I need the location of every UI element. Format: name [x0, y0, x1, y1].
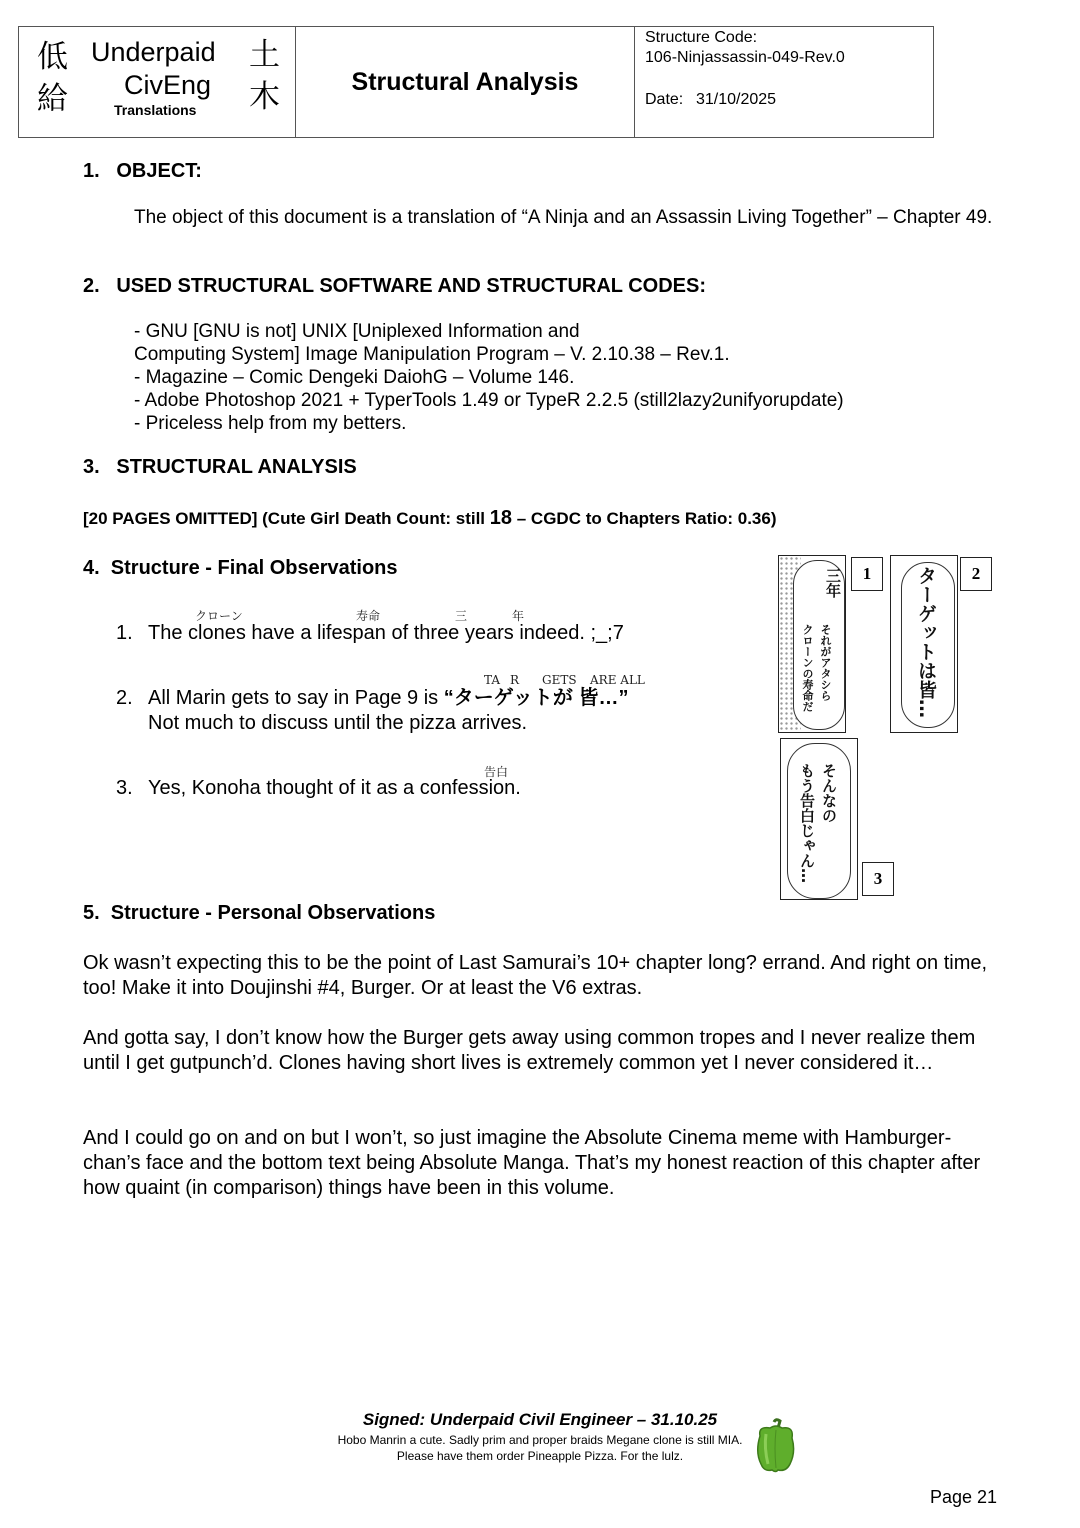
ruby-ta: TA [484, 673, 501, 687]
software-line: - Adobe Photoshop 2021 + TyperTools 1.49 or TypeR 2.2.5 (still2lazy2unifyorupdate) [134, 390, 844, 411]
personal-paragraph-2: And gotta say, I don’t know how the Burger gets away using common tropes and I never realize them until I get gutpunch’d. Clones having short lives is extremely common yet I never considered it… [83, 1027, 976, 1074]
observation-1-number: 1. [116, 622, 133, 644]
manga-panel-2 [890, 555, 958, 733]
ruby-three: 三 [455, 609, 468, 623]
observation-2-text [148, 686, 628, 711]
date-value: 31/10/2025 [696, 91, 777, 108]
omitted-prefix: [20 PAGES OMITTED] (Cute Girl Death Count: still [83, 509, 490, 528]
software-line: - Priceless help from my betters. [134, 413, 407, 434]
observation-2-line2: Not much to discuss until the pizza arrives. [148, 712, 528, 734]
observation-2-prefix: All Marin gets to say in Page 9 is [148, 687, 444, 709]
section-5-heading: 5. Structure - Personal Observations [83, 902, 436, 924]
date-label: Date: [645, 91, 684, 108]
page-number: Page 21 [929, 1487, 997, 1507]
ruby-confession: 告白 [484, 765, 509, 779]
software-line: Computing System] Image Manipulation Program – V. 2.10.38 – Rev.1. [134, 344, 730, 365]
section-1-heading: 1. OBJECT: [83, 160, 202, 182]
footer-note-1: Hobo Manrin a cute. Sadly prim and proper braids Megane clone is still MIA. [337, 1433, 743, 1447]
observation-3-text: Yes, Konoha thought of it as a confession. [148, 777, 521, 799]
ruby-clone: クローン [195, 609, 243, 623]
document-header [18, 26, 934, 138]
software-list [134, 320, 1014, 435]
manga-panel-1 [778, 555, 846, 733]
observation-2-quote: “ターゲットが 皆…” [443, 687, 629, 709]
panel-3-text-a: そんなの [820, 763, 838, 823]
logo-kanji-wood: 木 [249, 79, 280, 115]
document-title: Structural Analysis [296, 27, 635, 137]
section-1-text: The object of this document is a translation of “A Ninja and an Assassin Living Together” – Chapter 49. [134, 207, 993, 228]
logo-kanji-earth: 土 [249, 37, 280, 73]
logo-kanji-low: 低 [37, 39, 68, 75]
ruby-years: 年 [512, 609, 525, 623]
ruby-gets: GETS [542, 673, 577, 687]
ruby-are-all: ARE ALL [590, 673, 645, 687]
document-meta [635, 27, 933, 137]
section-4-heading: 4. Structure - Final Observations [83, 557, 398, 579]
section-3-heading: 3. STRUCTURAL ANALYSIS [83, 456, 357, 478]
structure-code-label: Structure Code: [645, 29, 758, 46]
observation-3-number: 3. [116, 777, 133, 799]
panel-1-text-b: それがアタシら [819, 624, 832, 701]
structure-code: 106-Ninjassassin-049-Rev.0 [645, 49, 845, 66]
software-line: - GNU [GNU is not] UNIX [Uniplexed Information and [134, 321, 580, 342]
manga-panel-3 [780, 738, 858, 900]
omitted-suffix: – CGDC to Chapters Ratio: 0.36) [512, 509, 777, 528]
logo-text-translations: Translations [114, 102, 197, 118]
personal-paragraph-1: Ok wasn’t expecting this to be the point of Last Samurai’s 10+ chapter long? errand. And right on time, too! Make it into Doujinshi #4, Burger. Or at least the V6 extras. [83, 952, 988, 999]
ruby-r: R [510, 673, 520, 687]
death-count: 18 [489, 507, 513, 529]
ruby-lifespan: 寿命 [356, 609, 381, 623]
panel-1-text-c: クローンの寿命だ [801, 624, 814, 712]
panel-label-2: 2 [960, 557, 992, 591]
panel-label-1: 1 [851, 557, 883, 591]
panel-3-text-b: もう告白じゃん… [798, 763, 816, 883]
panel-2-text: ターゲットは皆… [915, 566, 937, 718]
panel-label-3: 3 [862, 862, 894, 896]
logo-text-civeng: CivEng [124, 70, 212, 100]
logo-block [19, 27, 296, 137]
personal-paragraph-3: And I could go on and on but I won’t, so just imagine the Absolute Cinema meme with Hamburger-chan’s face and the bottom text being Absolute Manga. That’s my honest reaction of this chapter after how quaint (in comparison) things have been in this volume. [83, 1127, 981, 1199]
panel-1-text-a: 三年 [824, 568, 842, 598]
observation-1-text: The clones have a lifespan of three years indeed. ;_;7 [148, 622, 624, 644]
software-line: - Magazine – Comic Dengeki DaiohG – Volume 146. [134, 367, 575, 388]
section-2-heading: 2. USED STRUCTURAL SOFTWARE AND STRUCTURAL CODES: [83, 275, 706, 297]
pages-omitted-note [83, 507, 777, 530]
logo-kanji-pay: 給 [37, 81, 68, 117]
logo-text-underpaid: Underpaid [91, 37, 216, 67]
footer-note-2: Please have them order Pineapple Pizza. For the lulz. [396, 1449, 684, 1463]
observation-2-number: 2. [116, 687, 133, 709]
green-pepper-icon [752, 1418, 800, 1474]
signature: Signed: Underpaid Civil Engineer – 31.10.25 [362, 1410, 718, 1429]
